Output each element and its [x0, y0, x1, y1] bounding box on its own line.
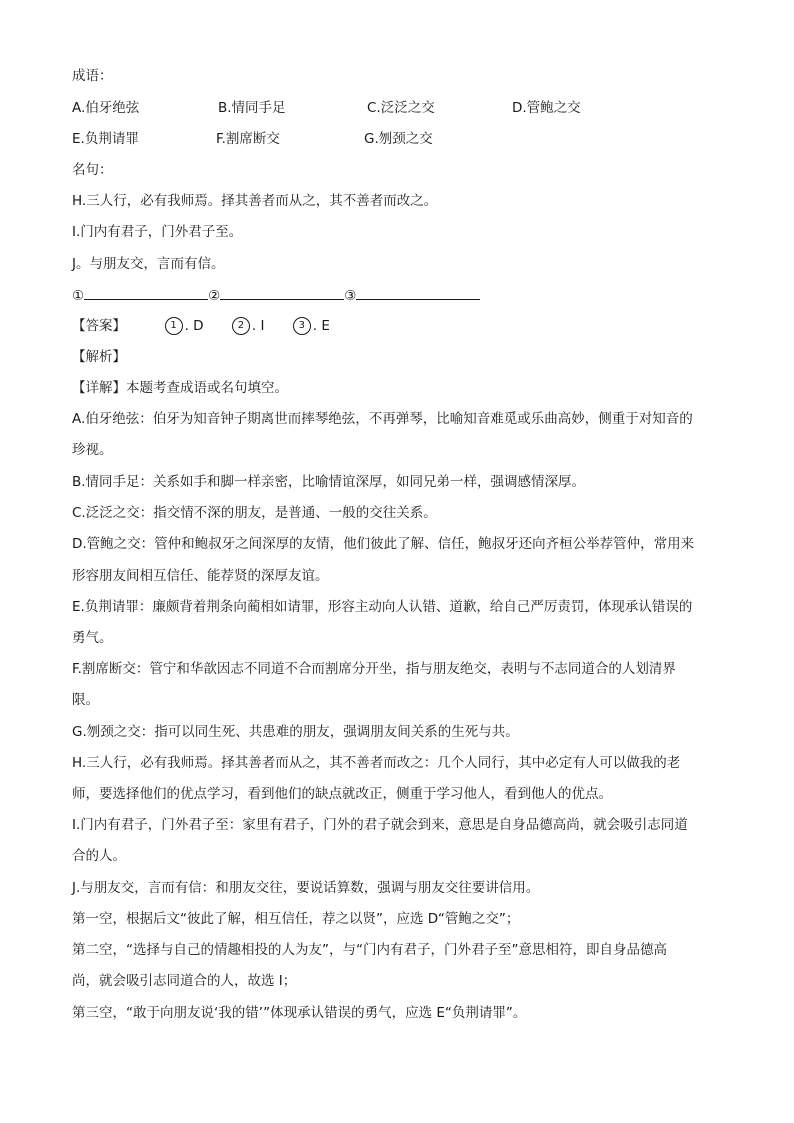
analysis-label: 【解析】 — [72, 349, 126, 365]
explanation-f-line1: F.割席断交：管宁和华歆因志不同道不合而割席分开坐，指与朋友绝交，表明与不志同道合的人划清界 — [72, 661, 676, 677]
explanation-h-line2: 师，要选择他们的优点学习，看到他们的缺点就改正，侧重于学习他人，看到他人的优点。 — [72, 786, 612, 802]
explanation-h-line1: H.三人行，必有我师焉。择其善者而从之，其不善者而改之：几个人同行，其中必定有人可以做我的老 — [72, 755, 681, 771]
explanation-a-line1: A.伯牙绝弦：伯牙为知音钟子期离世而摔琴绝弦，不再弹琴，比喻知音难觅或乐曲高妙，侧重于对知音的 — [72, 411, 693, 427]
circled-number-3: 3 — [293, 317, 311, 335]
blank-marker-3: ③ — [344, 288, 357, 304]
explanation-e-line2: 勇气。 — [72, 630, 113, 646]
idiom-option-f: F.割席断交 — [216, 131, 280, 147]
explanation-d-line2: 形容朋友间相互信任、能荐贤的深厚友谊。 — [72, 568, 329, 584]
blank-1-reasoning: 第一空，根据后文“彼此了解，相互信任，荐之以贤”，应选 D“管鲍之交”； — [72, 911, 520, 927]
quote-i: I.门内有君子，门外君子至。 — [72, 224, 243, 240]
blank-marker-2: ② — [208, 288, 221, 304]
blank-3-reasoning: 第三空，“敢于向朋友说‘我的错’”体现承认错误的勇气，应选 E“负荆请罪”。 — [72, 1005, 527, 1021]
circled-number-1: 1 — [165, 317, 183, 335]
idiom-option-a: A.伯牙绝弦 — [72, 100, 140, 116]
answer-row — [72, 316, 354, 336]
answer-item-3: 3 . E — [293, 316, 330, 336]
explanation-f-line2: 限。 — [72, 692, 99, 708]
quotes-label: 名句： — [72, 162, 113, 178]
detail-intro: 【详解】本题考查成语或名句填空。 — [72, 380, 288, 396]
explanation-a-line2: 珍视。 — [72, 442, 113, 458]
quote-h: H.三人行，必有我师焉。择其善者而从之，其不善者而改之。 — [72, 193, 438, 209]
explanation-b: B.情同手足：关系如手和脚一样亲密，比喻情谊深厚，如同兄弟一样，强调感情深厚。 — [72, 474, 586, 490]
blank-2-reasoning-line1: 第二空，“选择与自己的情趣相投的人为友”，与“门内有君子，门外君子至”意思相符，即自身品德高 — [72, 942, 667, 958]
idiom-option-g: G.刎颈之交 — [364, 131, 433, 147]
idiom-option-d: D.管鲍之交 — [512, 100, 581, 116]
idiom-option-c: C.泛泛之交 — [367, 100, 435, 116]
quote-j: J。与朋友交，言而有信。 — [72, 256, 225, 272]
blank-line-1[interactable] — [84, 285, 208, 300]
idiom-option-b: B.情同手足 — [218, 100, 286, 116]
idioms-label: 成语： — [72, 68, 113, 84]
circled-number-2: 2 — [232, 317, 250, 335]
blank-marker-1: ① — [72, 288, 85, 304]
answer-item-2: 2 . I — [232, 316, 265, 336]
idiom-option-e: E.负荆请罪 — [72, 131, 139, 147]
blank-line-3[interactable] — [356, 285, 480, 300]
explanation-e-line1: E.负荆请罪：廉颇背着荆条向蔺相如请罪，形容主动向人认错、道歉，给自己严厉责罚，体现承认错误的 — [72, 599, 693, 615]
explanation-j: J.与朋友交，言而有信：和朋友交往，要说话算数，强调与朋友交往要讲信用。 — [72, 880, 540, 896]
answer-item-1: 1 . D — [165, 316, 204, 336]
explanation-d-line1: D.管鲍之交：管仲和鲍叔牙之间深厚的友情，他们彼此了解、信任，鲍叔牙还向齐桓公举荐管仲，常用来 — [72, 536, 695, 552]
fill-blanks-row — [72, 285, 480, 306]
explanation-i-line2: 合的人。 — [72, 848, 126, 864]
answer-label: 【答案】 — [72, 318, 126, 334]
blank-line-2[interactable] — [220, 285, 344, 300]
explanation-c: C.泛泛之交：指交情不深的朋友，是普通、一般的交往关系。 — [72, 505, 437, 521]
blank-2-reasoning-line2: 尚，就会吸引志同道合的人，故选 I； — [72, 973, 297, 989]
explanation-i-line1: I.门内有君子，门外君子至：家里有君子，门外的君子就会到来，意思是自身品德高尚，就会吸引志同道 — [72, 817, 688, 833]
explanation-g: G.刎颈之交：指可以同生死、共患难的朋友，强调朋友间关系的生死与共。 — [72, 724, 519, 740]
